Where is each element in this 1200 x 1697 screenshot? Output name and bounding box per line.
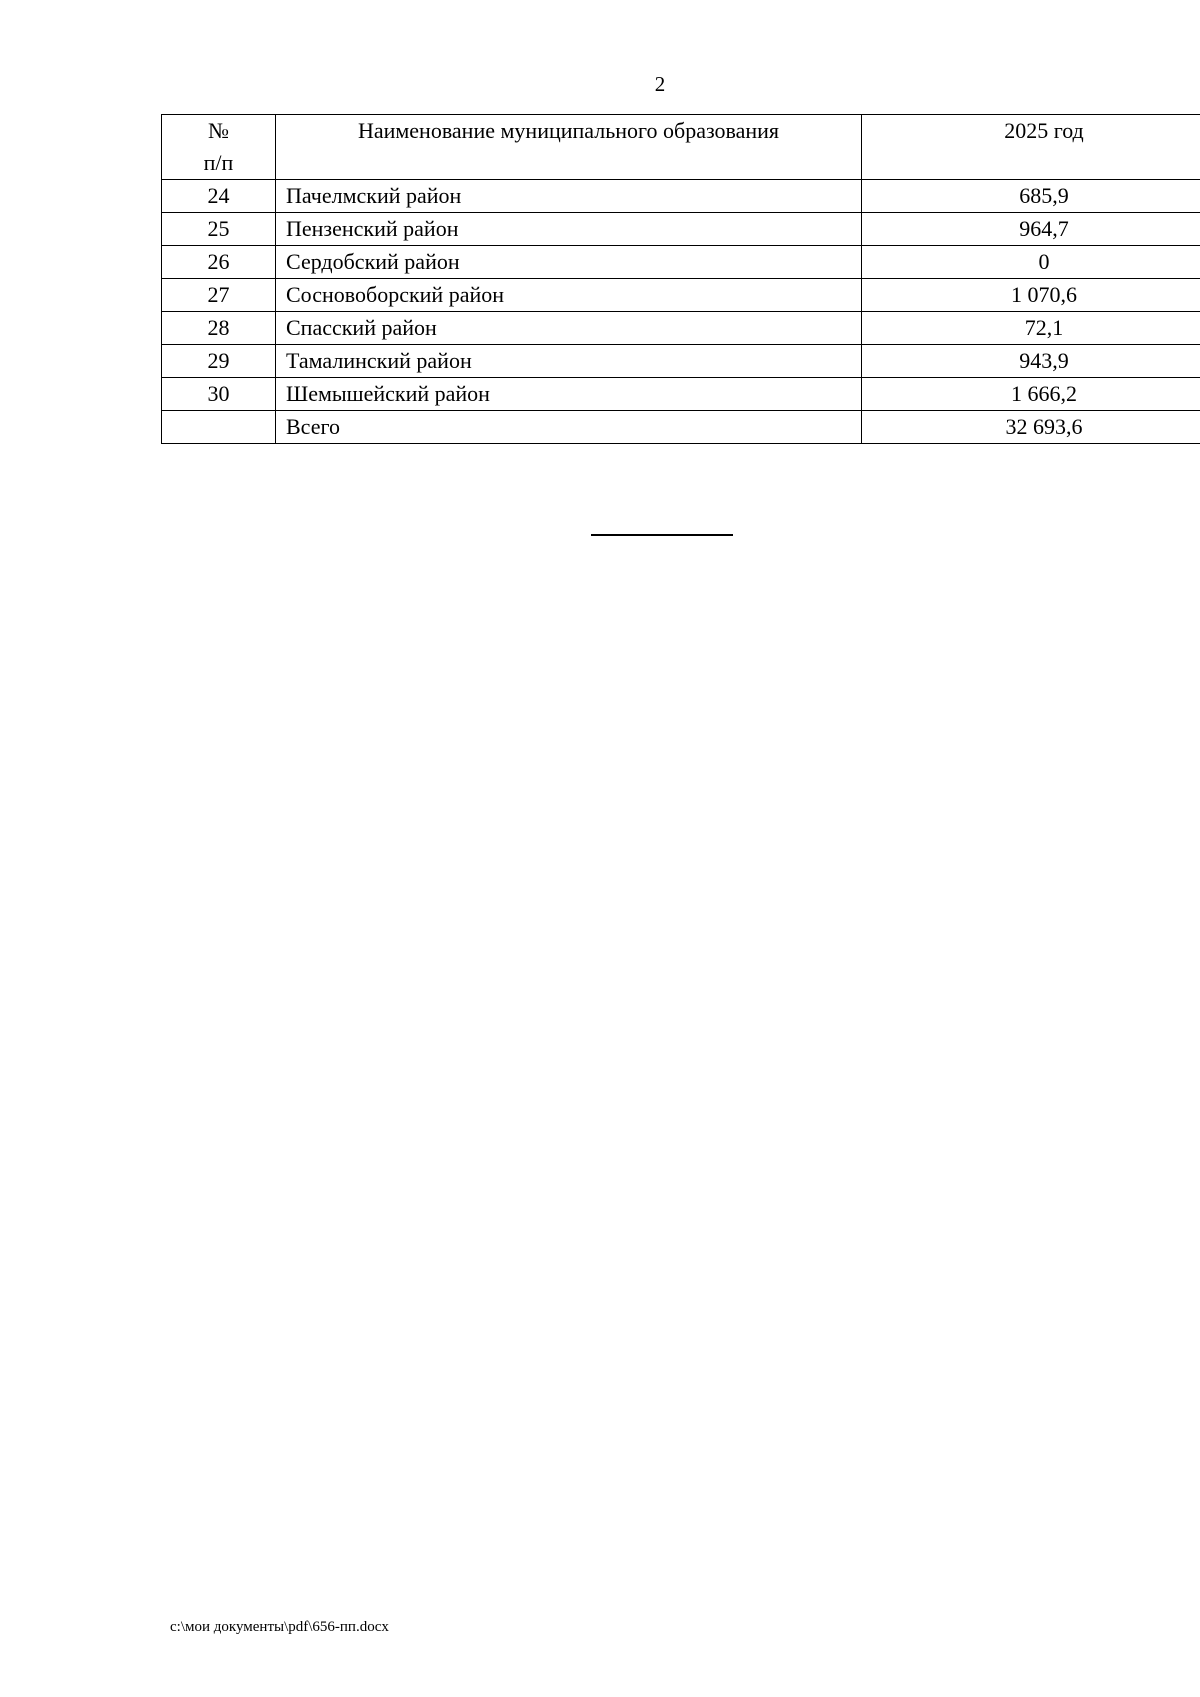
row-value: 1 666,2 <box>862 378 1200 411</box>
table-total-row <box>162 411 1200 444</box>
row-number: 29 <box>162 345 276 378</box>
row-municipality: Спасский район <box>276 312 862 345</box>
total-number <box>162 411 276 444</box>
table-row <box>162 246 1200 279</box>
header-municipality: Наименование муниципального образования <box>276 115 862 180</box>
row-municipality: Пензенский район <box>276 213 862 246</box>
table-header-row <box>162 115 1200 180</box>
row-value: 943,9 <box>862 345 1200 378</box>
row-number: 25 <box>162 213 276 246</box>
end-of-document-rule <box>591 534 733 536</box>
table-row <box>162 180 1200 213</box>
footer-file-path: c:\мои документы\pdf\656-пп.docx <box>170 1619 389 1635</box>
row-value: 685,9 <box>862 180 1200 213</box>
total-value: 32 693,6 <box>862 411 1200 444</box>
row-number: 24 <box>162 180 276 213</box>
table-row <box>162 312 1200 345</box>
table-row <box>162 213 1200 246</box>
table-row <box>162 378 1200 411</box>
row-number: 26 <box>162 246 276 279</box>
row-value: 1 070,6 <box>862 279 1200 312</box>
row-number: 30 <box>162 378 276 411</box>
row-municipality: Тамалинский район <box>276 345 862 378</box>
row-municipality: Шемышейский район <box>276 378 862 411</box>
header-number <box>162 115 276 180</box>
row-number: 28 <box>162 312 276 345</box>
row-municipality: Пачелмский район <box>276 180 862 213</box>
total-label: Всего <box>276 411 862 444</box>
table-row <box>162 345 1200 378</box>
row-municipality: Сосновоборский район <box>276 279 862 312</box>
header-number-pp: п/п <box>203 150 234 175</box>
table-row <box>162 279 1200 312</box>
header-number-sign: № <box>208 118 229 143</box>
row-number: 27 <box>162 279 276 312</box>
row-value: 0 <box>862 246 1200 279</box>
row-value: 72,1 <box>862 312 1200 345</box>
row-value: 964,7 <box>862 213 1200 246</box>
page-number: 2 <box>654 72 666 96</box>
header-year: 2025 год <box>862 115 1200 180</box>
allocation-table <box>161 114 1200 444</box>
row-municipality: Сердобский район <box>276 246 862 279</box>
